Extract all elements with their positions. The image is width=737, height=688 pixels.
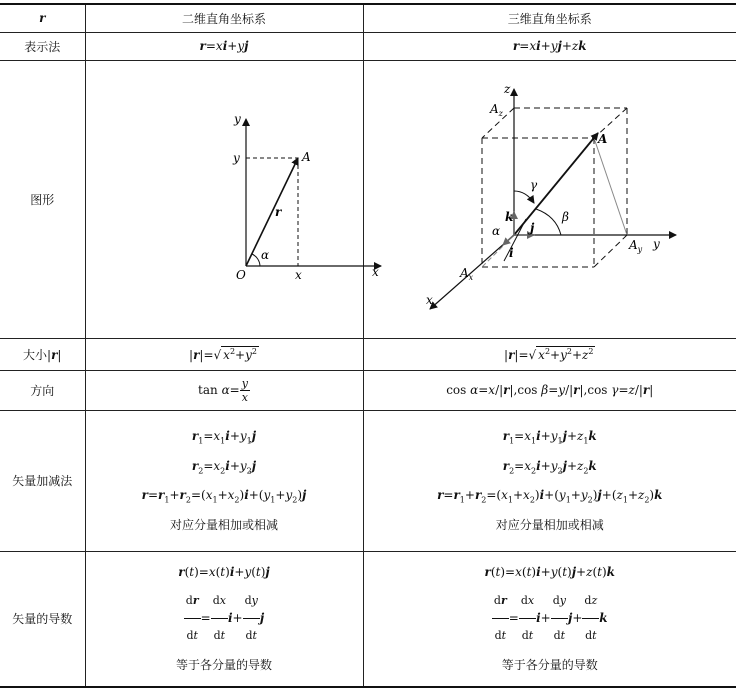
addition-label: 矢量加减法 [12, 474, 73, 488]
header-2d: 二维直角坐标系 [181, 11, 266, 26]
derivative-note-3d: 等于各分量的导数 [501, 658, 598, 673]
label-x-tick: x [294, 267, 302, 282]
derivative-2d: r(t)=x(t)i+y(t)j $\frac{dr}{dt}$ = $\frac{dx}{dt}$ i+ $\frac{dy}{dt}$ j 等于各分量的导数 [85, 551, 363, 687]
vector-comparison-table [0, 3, 736, 688]
gamma-arc [514, 191, 534, 203]
figure-2d-cell [85, 60, 379, 338]
label-Az: $A_z$ [489, 101, 503, 118]
label-O: O [235, 267, 246, 282]
label-j: j [529, 220, 534, 235]
derivative-label: 矢量的导数 [12, 612, 73, 627]
label-x: x [425, 292, 433, 307]
magnitude-3d: |r|=√ $x^2+y^2+z^2$ [363, 338, 736, 370]
proj-A [594, 138, 627, 235]
r-vector [246, 158, 298, 266]
label-gamma: γ [529, 177, 537, 192]
magnitude-2d: |r|=√ $x^2+y^2$ [85, 338, 363, 370]
header-row [0, 4, 736, 32]
label-alpha: α [260, 247, 269, 262]
label-beta: β [561, 209, 569, 224]
notation-label: 表示法 [24, 39, 61, 54]
label-i: i [508, 245, 514, 260]
notation-2d: r=xi+yj [85, 32, 363, 60]
label-z: z [503, 81, 510, 96]
label-alpha: α [491, 223, 500, 238]
magnitude-row [0, 338, 736, 370]
alpha-arc [252, 254, 260, 266]
derivative-3d: r(t)=x(t)i+y(t)j+z(t)k $\frac{dr}{dt}$ = $\frac{dx}{dt}$ i+ $\frac{dy}{dt}$ j+ $\frac{dz}{dt}$ k 等于各分量的导数 [363, 551, 736, 687]
label-A: A [301, 149, 311, 164]
figure-3d [364, 61, 737, 338]
label-y-axis: y [233, 111, 241, 126]
addition-note-2d: 对应分量相加或相减 [169, 517, 278, 532]
direction-row [0, 370, 736, 410]
label-y: y [652, 236, 660, 251]
i-vector [503, 235, 514, 245]
label-Ax: $A_x$ [459, 265, 473, 282]
direction-3d: cos α=x/|r|,cos β=y/|r|,cos γ=z/|r| [363, 370, 736, 410]
addition-note-3d: 对应分量相加或相减 [495, 517, 604, 532]
addition-2d: $r_1=x_1i+y_1j$ $r_2=x_2i+y_2j$ $r=r_1+r_2=(x_1+x_2)i+(y_1+y_2)j$ 对应分量相加或相减 [85, 410, 363, 551]
label-k: k [504, 209, 513, 224]
figure-2d [86, 61, 379, 338]
magnitude-label: 大小|r| [0, 338, 85, 370]
figure-label: 图形 [30, 192, 55, 207]
label-r: r [274, 204, 281, 219]
direction-label: 方向 [30, 383, 55, 398]
r-vector [514, 133, 598, 235]
notation-row [0, 32, 736, 60]
alpha-arc [504, 219, 526, 261]
figure-row [0, 60, 736, 338]
label-y-tick: y [232, 150, 240, 165]
header-r: r [39, 11, 46, 26]
figure-3d-cell [363, 60, 736, 338]
beta-arc [536, 209, 561, 235]
direction-2d: tan α= $\frac{y}{x}$ [85, 370, 363, 410]
notation-3d: r=xi+yj+zk [363, 32, 736, 60]
label-A: A [597, 131, 607, 146]
header-3d: 三维直角坐标系 [507, 11, 592, 26]
addition-3d: $r_1=x_1i+y_1j+z_1k$ $r_2=x_2i+y_2j+z_2k$ $r=r_1+r_2=(x_1+x_2)i+(y_1+y_2)j+(z_1+z_2)k$ 对应分量相加或相减 [363, 410, 736, 551]
label-x-axis: x [371, 264, 379, 279]
label-Ay: $A_y$ [628, 237, 642, 254]
derivative-note-2d: 等于各分量的导数 [175, 658, 272, 673]
derivative-row [0, 551, 736, 687]
addition-row [0, 410, 736, 551]
x-axis [430, 235, 514, 309]
